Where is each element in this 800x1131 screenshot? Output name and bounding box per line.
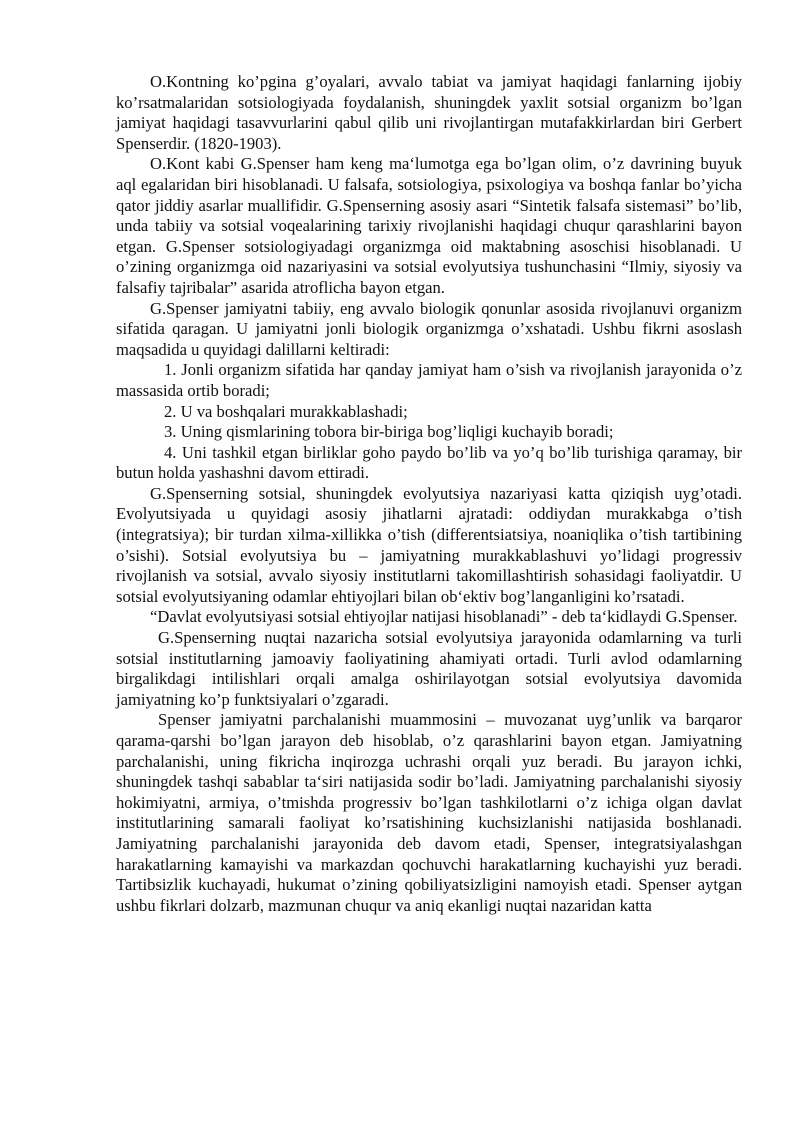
list-item-1: 1. Jonli organizm sifatida har qanday jamiyat ham o’sish va rivojlanish jarayonida o’z massasida ortib boradi; (116, 360, 742, 400)
paragraph-1: O.Kontning ko’pgina g’oyalari, avvalo tabiat va jamiyat haqidagi fanlarning ijobiy ko’rsatmalaridan sotsiologiyada foydalanish, shuningdek yaxlit sotsial organizm bo’lgan jamiyat haqidagi tasavvurlarini qabul qilib uni rivojlantirgan mutafakkirlardan biri Gerbert Spenserdir. (1820-1903). (116, 72, 742, 153)
paragraph-2: O.Kont kabi G.Spenser ham keng ma‘lumotga ega bo’lgan olim, o’z davrining buyuk aql egalaridan biri hisoblanadi. U falsafa, sotsiologiya, psixologiya va boshqa fanlar bo’yicha qator jiddiy asarlar muallifidir. G.Spenserning asosiy asari “Sintetik falsafa sistemasi” bo’lib, unda tabiiy va sotsial voqealarining tarixiy rivojlanishi haqidagi chuqur qarashlarini bayon etgan. G.Spenser sotsiologiyadagi organizmga oid maktabning asoschisi hisoblanadi. U o’zining organizmga oid nazariyasini va sotsial evolyutsiya tushunchasini “Ilmiy, siyosiy va falsafiy tajribalar” asarida atroflicha bayon etgan. (116, 154, 742, 297)
paragraph-4: G.Spenserning sotsial, shuningdek evolyutsiya nazariyasi katta qiziqish uyg’otadi. Evolyutsiyada u quyidagi asosiy jihatlarni ajratadi: oddiydan murakkabga o’tish (integratsiya); bir turdan xilma-xillikka o’tish (differentsiatsiya, noaniqlika o’tish tartibining o’sishi). Sotsial evolyutsiya bu – jamiyatning murakkablashuvi yo’lidagi progressiv rivojlanish va sotsial, avvalo siyosiy institutlarni takomillashtirish sohasidagi faoliyatdir. U sotsial evolyutsiyaning odamlar ehtiyojlari bilan ob‘ektiv bog’langanligini ko’rsatadi. (116, 483, 742, 606)
list-item-4: 4. Uni tashkil etgan birliklar goho paydo bo’lib va yo’q bo’lib turishiga qaramay, bir butun holda yashashni davom ettiradi. (116, 442, 742, 483)
paragraph-6: G.Spenserning nuqtai nazaricha sotsial evolyutsiya jarayonida odamlarning va turli sotsial institutlarning jamoaviy faoliyatining ahamiyati ortadi. Turli avlod odamlarning birgalikdagi intilishlari orqali amalga oshirilayotgan sotsial evolyutsiya davomida jamiyatning ko’p funktsiyalari o’zgaradi. (116, 628, 742, 709)
list-item-2: 2. U va boshqalari murakkablashadi; (164, 401, 408, 421)
list-item-3: 3. Uning qismlarining tobora bir-biriga bog’liqligi kuchayib boradi; (164, 422, 614, 442)
paragraph-3: G.Spenser jamiyatni tabiiy, eng avvalo biologik qonunlar asosida rivojlanuvi organizm sifatida qaragan. U jamiyatni jonli biologik organizmga o’xshatadi. Ushbu fikrni asoslash maqsadida u quyidagi dalillarni keltiradi: (116, 298, 742, 359)
document-page (116, 72, 742, 916)
paragraph-5: “Davlat evolyutsiyasi sotsial ehtiyojlar natijasi hisoblanadi” - deb ta‘kidlaydi G.Spenser. (150, 607, 738, 627)
paragraph-7: Spenser jamiyatni parchalanishi muammosini – muvozanat uyg’unlik va barqaror qarama-qarshi bo’lgan jarayon deb hisoblab, o’z qarashlarini bayon etgan. Jamiyatning parchalanishi, uning fikricha inqirozga uchrashi orqali yuz beradi. Bu jarayon ichki, shuningdek tashqi sabablar ta‘siri natijasida sodir bo’ladi. Jamiyatning parchalanishi siyosiy hokimiyatni, armiya, o’tmishda progressiv bo’lgan tashkilotlarni o’z ichiga olgan davlat institutlarining samarali faoliyat ko’rsatishining kuchsizlanishi natijasida boshlanadi. Jamiyatning parchalanishi jarayonida deb davom etadi, Spenser, integratsiyalashgan harakatlarning kamayishi va markazdan qochuvchi harakatlarning kuchayishi yuz beradi. Tartibsizlik kuchayadi, hukumat o’zining qobiliyatsizligini namoyish etadi. Spenser aytgan ushbu fikrlari dolzarb, mazmunan chuqur va aniq ekanligi nuqtai nazaridan katta (116, 710, 742, 915)
